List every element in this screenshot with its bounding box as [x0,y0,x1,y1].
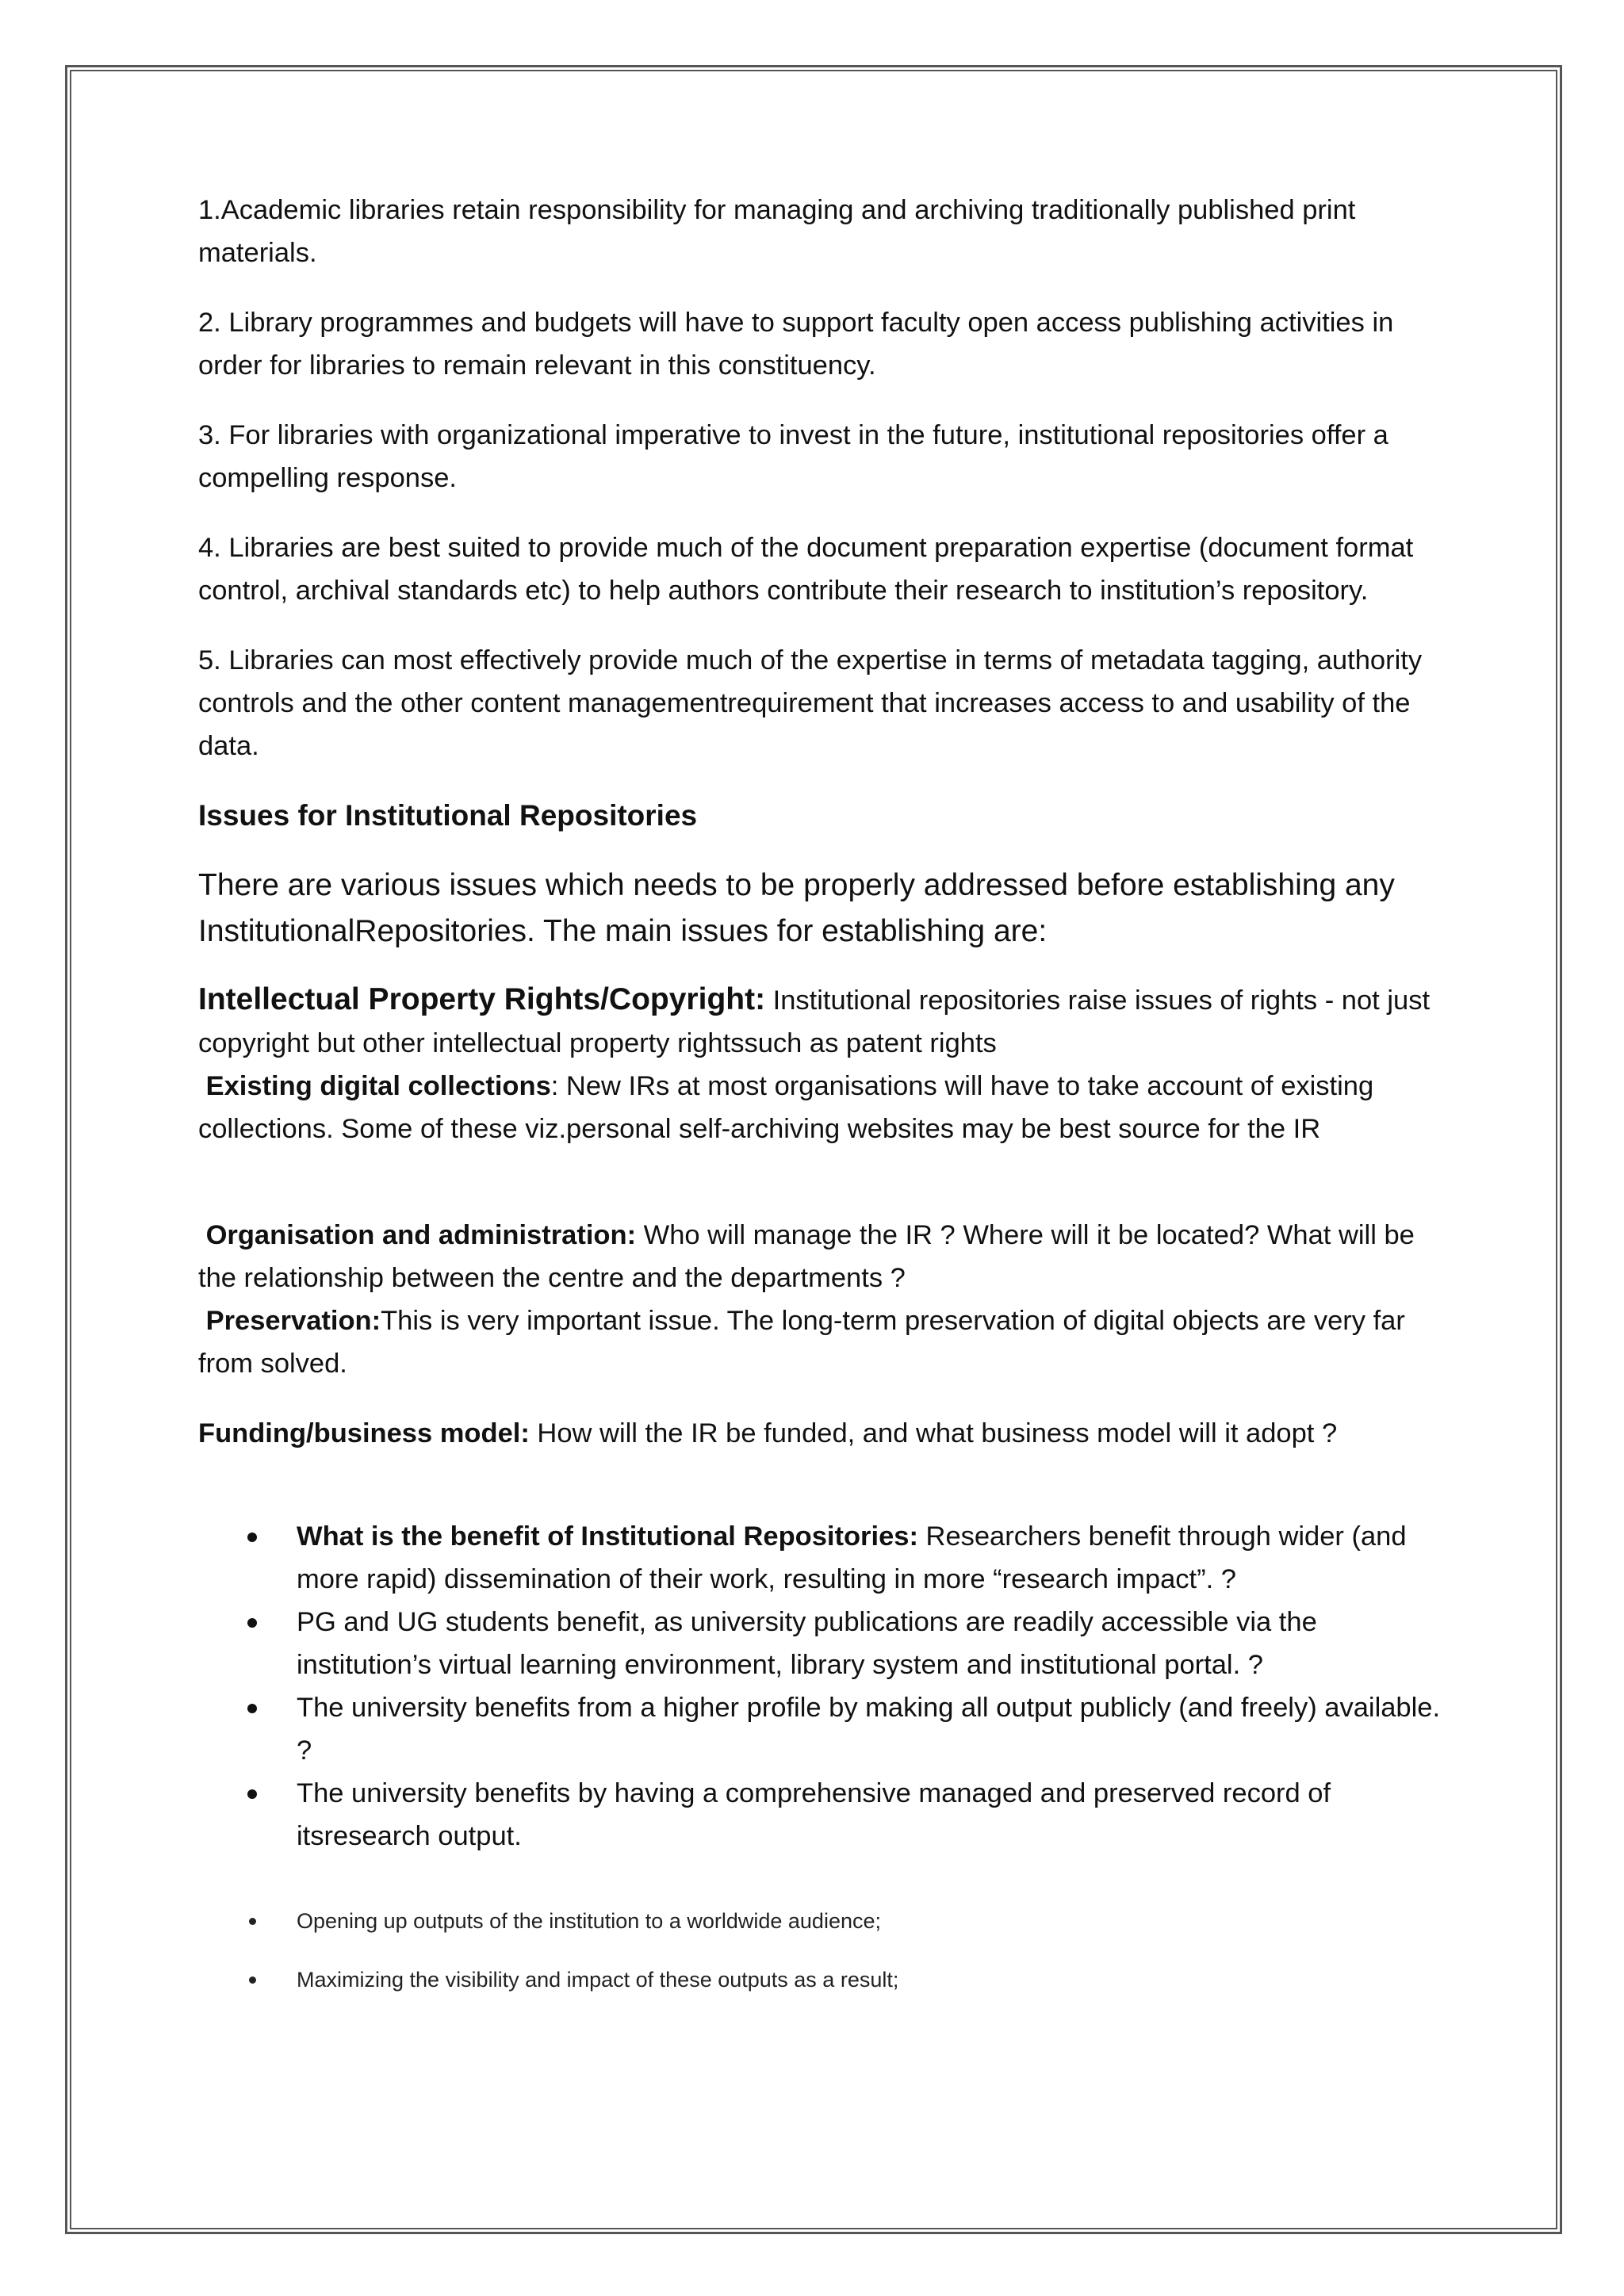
benefit-item [198,1772,1443,1858]
document-body [198,189,1443,2024]
spacer [198,1858,1443,1907]
bullet-icon [249,1976,256,1984]
bullet-icon [249,1918,256,1925]
issue-funding-text: How will the IR be funded, and what business model will it adopt ? [529,1418,1338,1448]
issue-ipr-label: Intellectual Property Rights/Copyright: [198,982,766,1016]
spacer [198,1150,1443,1214]
bullet-icon [247,1704,257,1713]
paragraph-2: 2. Library programmes and budgets will have to support faculty open access publishing activities in order for libraries to remain relevant in this constituency. [198,308,1394,381]
output-item [198,1965,1443,1994]
issue-funding-label: Funding/business model: [198,1418,530,1448]
benefit-text: The university benefits by having a comprehensive managed and preserved record of itsresearch output. [297,1778,1331,1851]
paragraph-5: 5. Libraries can most effectively provide much of the expertise in terms of metadata tagging, authority controls and the other content managementrequirement that increases access to and usability of the data. [198,645,1423,761]
issue-organisation [198,1214,1443,1299]
issue-preservation-label: Preservation: [205,1306,381,1336]
output-item [198,1907,1443,1935]
issue-organisation-label: Organisation and administration: [205,1220,637,1250]
issue-preservation-text: This is very important issue. The long-term preservation of digital objects are very far from solved. [198,1306,1405,1379]
paragraph-4: 4. Libraries are best suited to provide much of the document preparation expertise (document format control, archival standards etc) to help authors contribute their research to institution’s repository. [198,533,1414,606]
outputs-list [198,1907,1443,1994]
paragraph-3: 3. For libraries with organizational imperative to invest in the future, institutional repositories offer a compelling response. [198,420,1388,493]
benefit-item [198,1686,1443,1772]
issue-existing-text: : New IRs at most organisations will have to take account of existing collections. Some of these viz.personal self-archiving websites may be best source for the IR [198,1071,1374,1144]
bullet-icon [247,1789,257,1799]
section-heading: Issues for Institutional Repositories [198,799,698,832]
issue-organisation-text: Who will manage the IR ? Where will it be located? What will be the relationship between the centre and the departments ? [198,1220,1415,1293]
paragraph-1: 1.Academic libraries retain responsibility for managing and archiving traditionally published print materials. [198,195,1356,268]
issues-intro: There are various issues which needs to be properly addressed before establishing any InstitutionalRepositories. The main issues for establishing are: [198,868,1395,948]
output-text: Maximizing the visibility and impact of these outputs as a result; [297,1968,899,1992]
issue-existing [198,1065,1443,1150]
issue-ipr-text: Institutional repositories raise issues of rights - not just copyright but other intellectual property rightssuch as patent rights [198,985,1431,1058]
benefit-text: The university benefits from a higher profile by making all output publicly (and freely) available. ? [297,1693,1441,1766]
bullet-icon [247,1533,257,1542]
issue-existing-label: Existing digital collections [205,1071,551,1101]
benefit-text: PG and UG students benefit, as university publications are readily accessible via the institution’s virtual learning environment, library system and institutional portal. ? [297,1607,1317,1680]
bullet-icon [247,1618,257,1628]
issue-funding [198,1412,1443,1455]
benefit-text: Researchers benefit through wider (and more rapid) dissemination of their work, resulting in more “research impact”. ? [297,1521,1407,1594]
issue-ipr [198,978,1443,1065]
benefit-label: What is the benefit of Institutional Repositories: [297,1521,918,1552]
output-text: Opening up outputs of the institution to a worldwide audience; [297,1909,881,1933]
benefit-item [198,1601,1443,1686]
benefit-item [198,1515,1443,1601]
benefits-list [198,1515,1443,1858]
issue-preservation [198,1299,1443,1385]
spacer [198,1455,1443,1515]
